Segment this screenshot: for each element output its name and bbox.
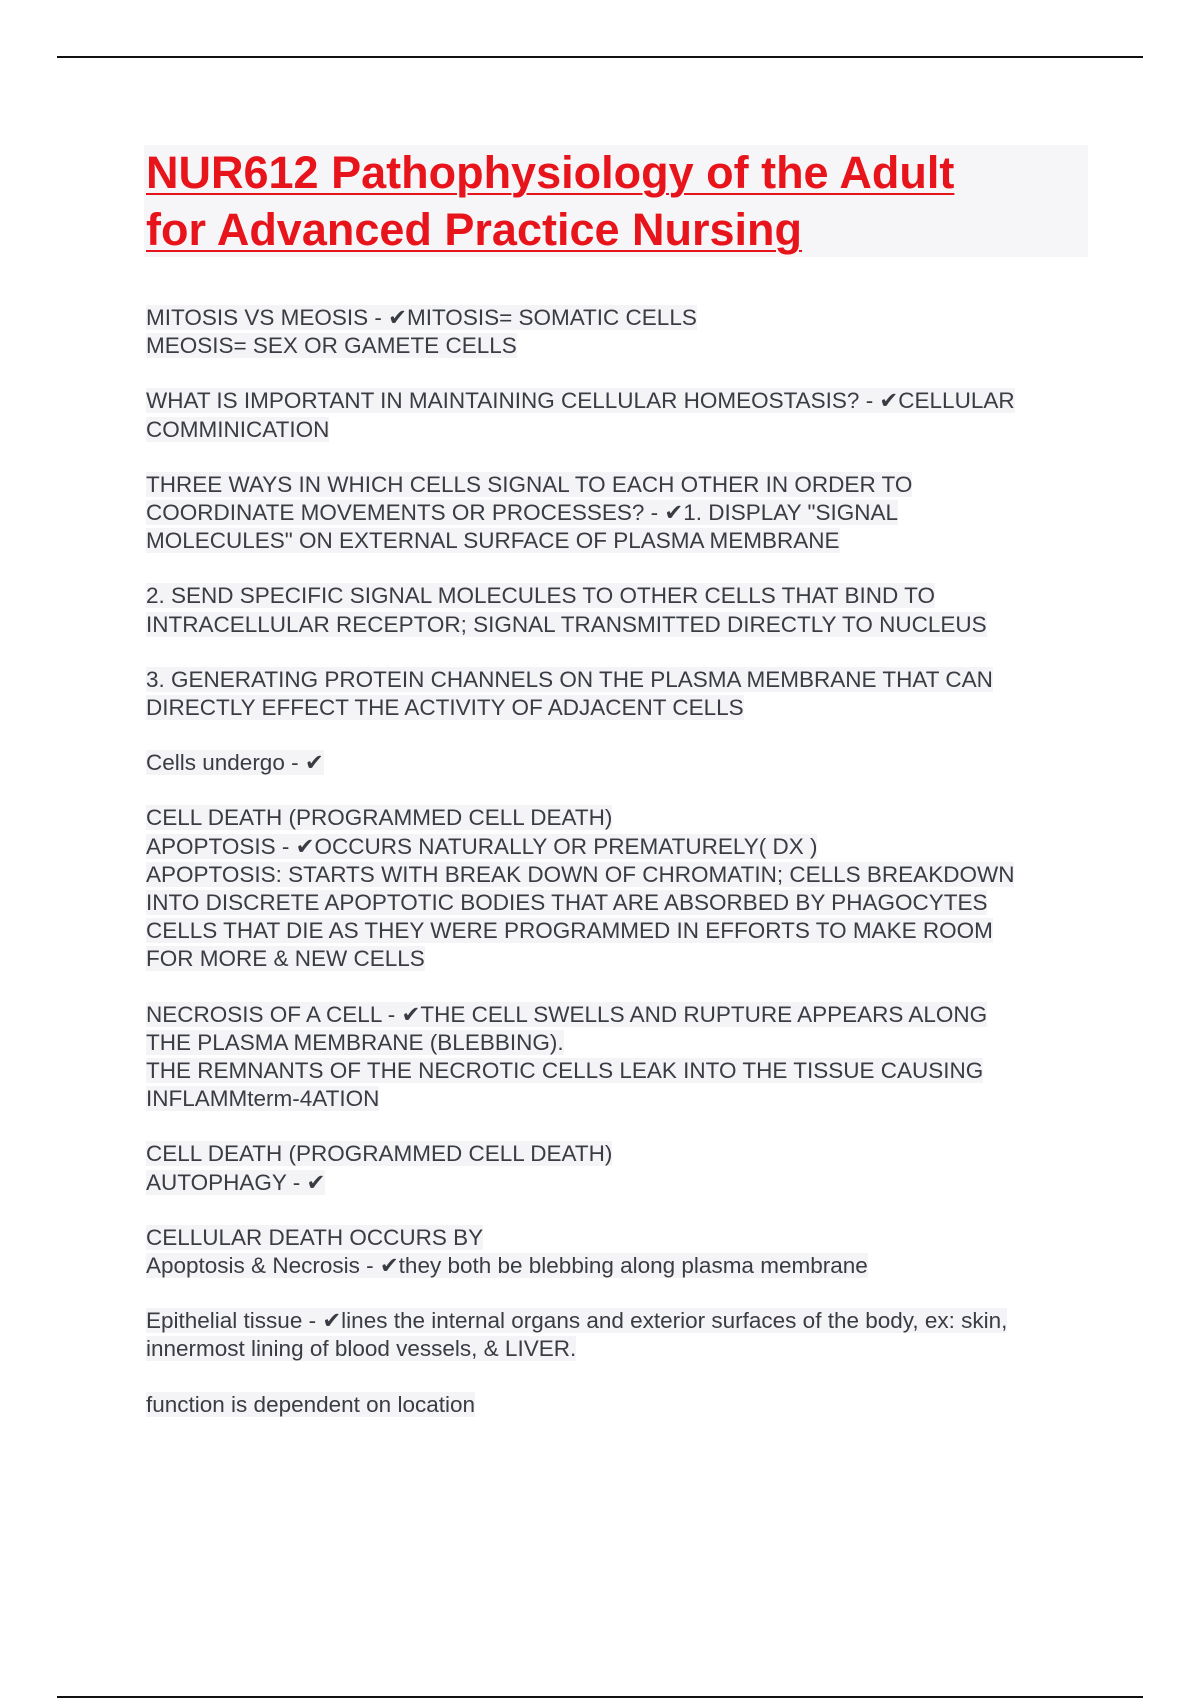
text-line [146,416,1096,444]
text-line-content: 3. GENERATING PROTEIN CHANNELS ON THE PLASMA MEMBRANE THAT CAN [146,666,993,692]
text-line [146,1307,1096,1335]
qa-block [146,1224,1096,1280]
text-line-content: THE REMNANTS OF THE NECROTIC CELLS LEAK INTO THE TISSUE CAUSING [146,1058,984,1084]
text-line [146,1335,1096,1363]
text-line-content: CELLULAR DEATH OCCURS BY [146,1224,484,1250]
text-line [146,1057,1096,1085]
text-line [146,804,1096,832]
text-line [146,1224,1096,1252]
text-line-content: function is dependent on location [146,1391,475,1417]
text-line-content: THE PLASMA MEMBRANE (BLEBBING). [146,1029,564,1055]
text-line [146,387,1096,415]
text-line [146,1001,1096,1029]
qa-block [146,1001,1096,1114]
text-line [146,611,1096,639]
qa-block [146,304,1096,360]
text-line-content: COMMINICATION [146,416,330,442]
qa-block [146,666,1096,722]
text-line-content: NECROSIS OF A CELL - ✔THE CELL SWELLS AND RUPTURE APPEARS ALONG [146,1001,988,1027]
document-title-line-2: for Advanced Practice Nursing [146,204,803,255]
text-line-content: MEOSIS= SEX OR GAMETE CELLS [146,333,517,359]
text-line-content: innermost lining of blood vessels, & LIVER. [146,1336,577,1362]
text-line [146,1140,1096,1168]
text-line [146,889,1096,917]
qa-block [146,1307,1096,1363]
text-line-content: CELL DEATH (PROGRAMMED CELL DEATH) [146,1141,613,1167]
text-line [146,471,1096,499]
text-line-content: MOLECULES" ON EXTERNAL SURFACE OF PLASMA MEMBRANE [146,528,840,554]
text-line [146,861,1096,889]
text-line-content: THREE WAYS IN WHICH CELLS SIGNAL TO EACH OTHER IN ORDER TO [146,471,913,497]
top-rule [57,56,1143,58]
text-line-content: APOPTOSIS - ✔OCCURS NATURALLY OR PREMATURELY( DX ) [146,833,818,859]
qa-block [146,582,1096,638]
qa-block [146,387,1096,443]
text-line [146,945,1096,973]
text-line [146,749,1096,777]
qa-block [146,749,1096,777]
text-line [146,694,1096,722]
text-line [146,1085,1096,1113]
qa-block [146,1140,1096,1196]
document-title-line-1: NUR612 Pathophysiology of the Adult [146,147,955,198]
text-line [146,304,1096,332]
text-line-content: Epithelial tissue - ✔lines the internal organs and exterior surfaces of the body, ex: skin, [146,1308,1008,1334]
text-line-content: INTO DISCRETE APOPTOTIC BODIES THAT ARE ABSORBED BY PHAGOCYTES [146,890,988,916]
text-line [146,582,1096,610]
text-line-content: CELLS THAT DIE AS THEY WERE PROGRAMMED IN EFFORTS TO MAKE ROOM [146,918,993,944]
document-body [146,304,1096,1446]
text-line [146,527,1096,555]
text-line-content: FOR MORE & NEW CELLS [146,946,425,972]
text-line [146,1169,1096,1197]
text-line [146,1029,1096,1057]
text-line-content: APOPTOSIS: STARTS WITH BREAK DOWN OF CHROMATIN; CELLS BREAKDOWN [146,861,1015,887]
text-line [146,917,1096,945]
text-line-content: DIRECTLY EFFECT THE ACTIVITY OF ADJACENT CELLS [146,695,744,721]
text-line [146,1252,1096,1280]
text-line-content: 2. SEND SPECIFIC SIGNAL MOLECULES TO OTHER CELLS THAT BIND TO [146,583,935,609]
qa-block [146,804,1096,973]
text-line-content: INFLAMMterm-4ATION [146,1086,380,1112]
text-line-content: Cells undergo - ✔ [146,750,324,776]
text-line-content: CELL DEATH (PROGRAMMED CELL DEATH) [146,805,613,831]
qa-block [146,1391,1096,1419]
text-line [146,1391,1096,1419]
text-line [146,666,1096,694]
text-line-content: MITOSIS VS MEOSIS - ✔MITOSIS= SOMATIC CELLS [146,305,697,330]
bottom-rule [57,1696,1143,1698]
text-line [146,499,1096,527]
text-line-content: Apoptosis & Necrosis - ✔they both be blebbing along plasma membrane [146,1253,868,1279]
text-line-content: COORDINATE MOVEMENTS OR PROCESSES? - ✔1. DISPLAY "SIGNAL [146,500,899,526]
text-line [146,332,1096,360]
text-line [146,833,1096,861]
text-line-content: AUTOPHAGY - ✔ [146,1169,326,1195]
qa-block [146,471,1096,556]
text-line-content: WHAT IS IMPORTANT IN MAINTAINING CELLULAR HOMEOSTASIS? - ✔CELLULAR [146,388,1015,414]
text-line-content: INTRACELLULAR RECEPTOR; SIGNAL TRANSMITTED DIRECTLY TO NUCLEUS [146,611,987,637]
